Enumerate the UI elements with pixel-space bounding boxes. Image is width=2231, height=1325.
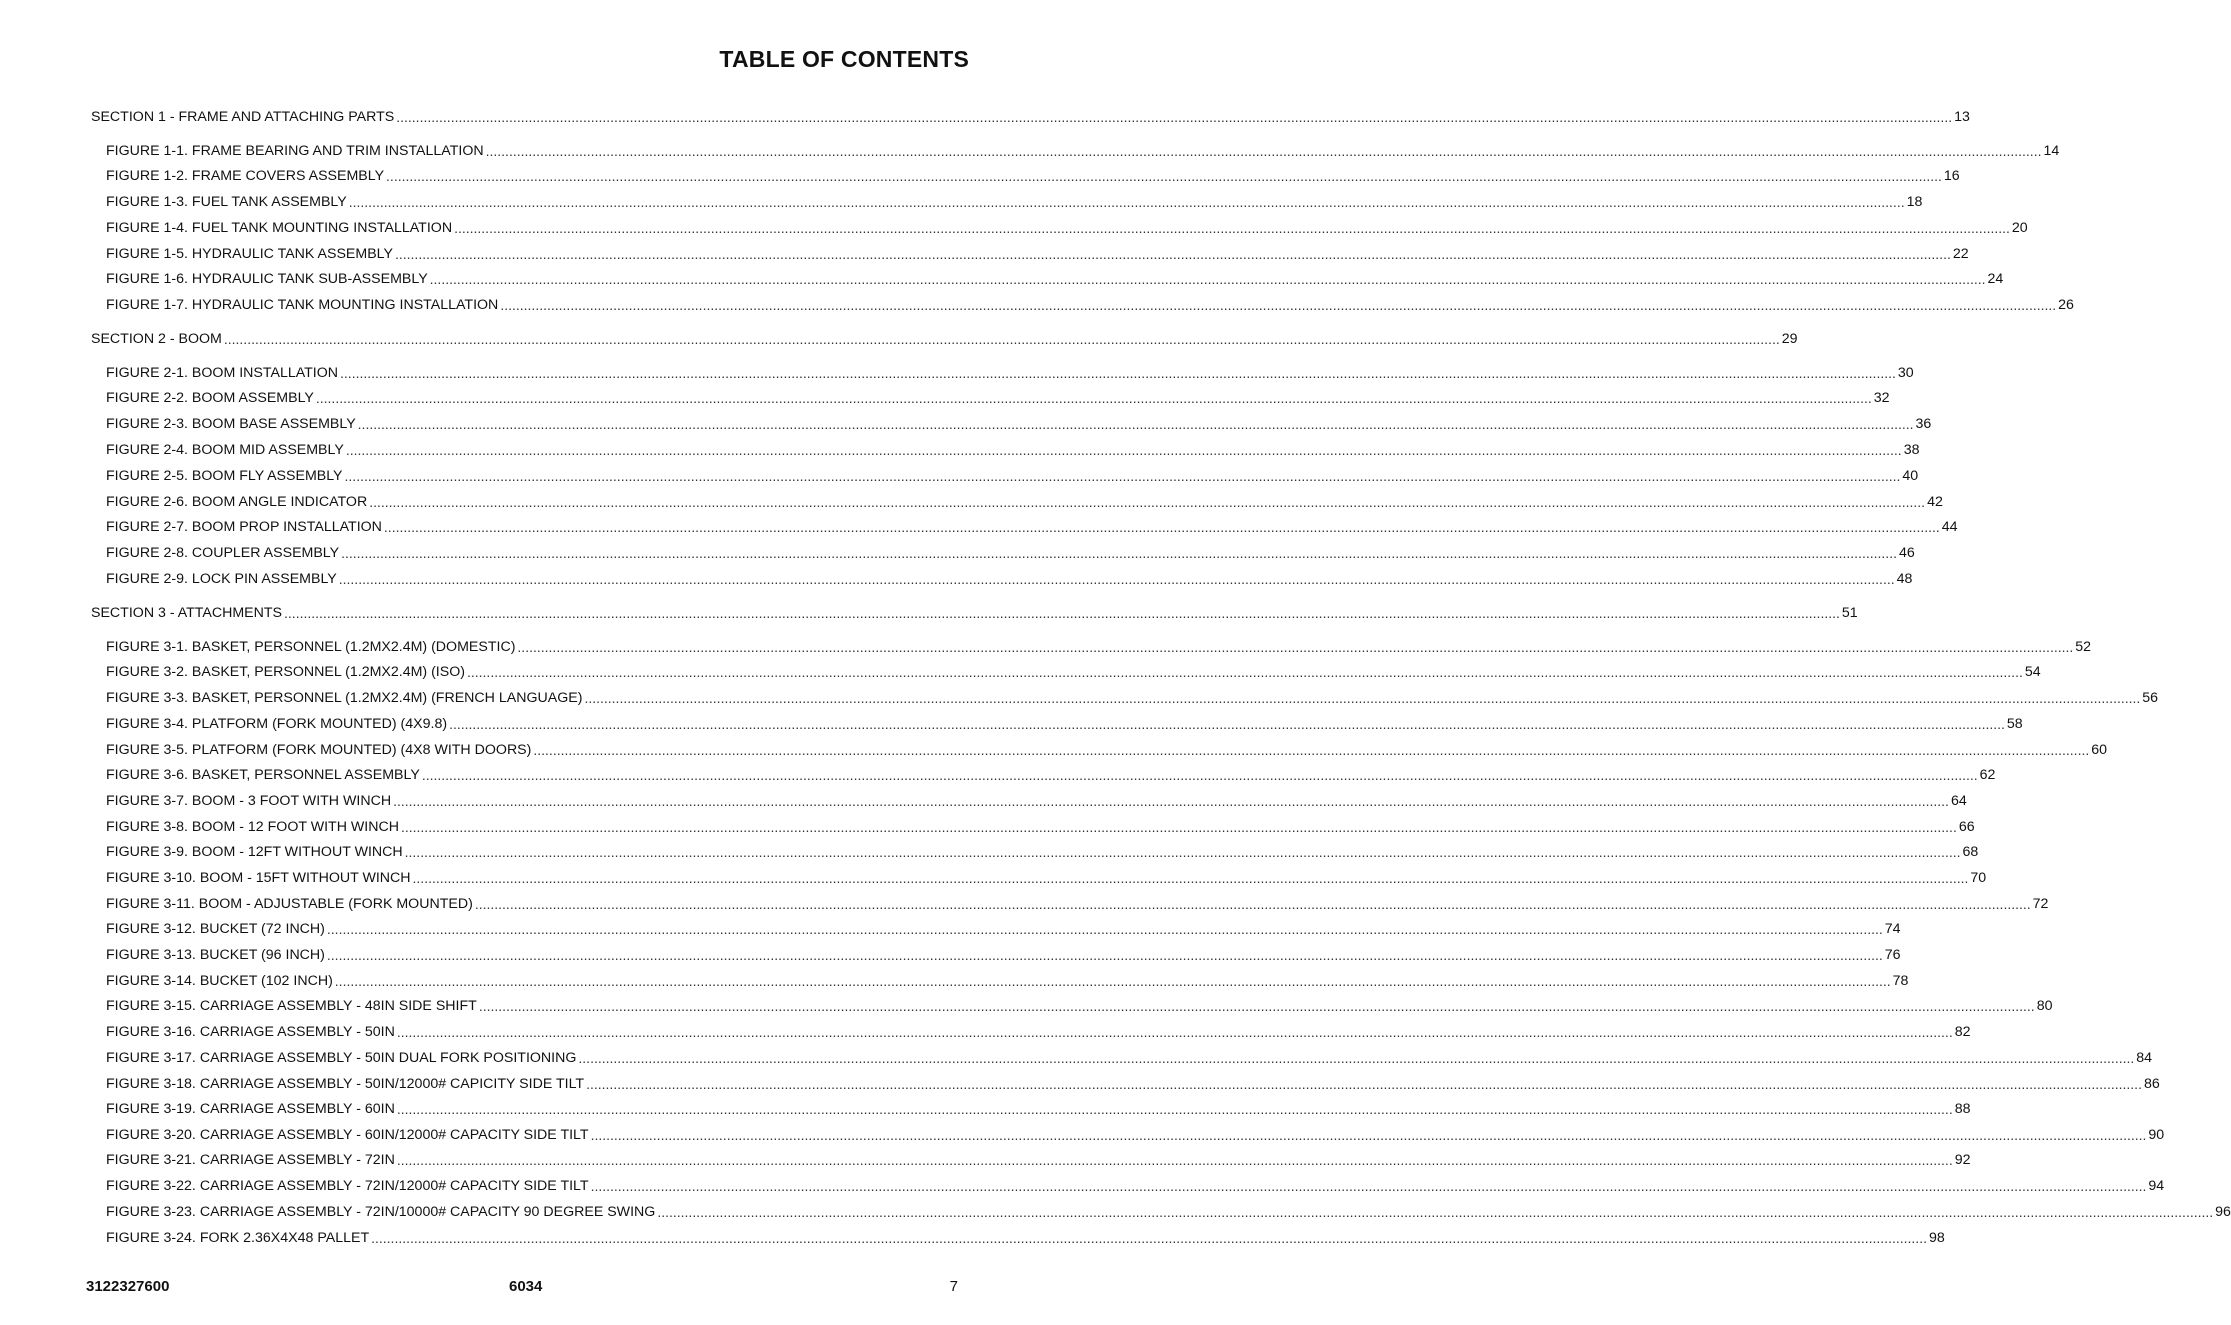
toc-entry-page: 26 <box>2058 297 2074 313</box>
toc-entry-page: 46 <box>1898 545 1915 561</box>
toc-entry-page: 90 <box>2148 1127 2165 1143</box>
toc-dot-leader: ................................................................................................................................................................................................................................................................................................................................................................................................................ <box>474 896 2031 912</box>
toc-entry-page: 22 <box>1952 246 1969 262</box>
toc-entry-page: 80 <box>2036 998 2053 1014</box>
toc-figure-entry[interactable] <box>0 270 2004 288</box>
toc-figure-entry[interactable] <box>0 245 1969 263</box>
toc-entry-label: FIGURE 3-3. BASKET, PERSONNEL (1.2MX2.4M) (FRENCH LANGUAGE) <box>106 690 583 706</box>
toc-entry-label: FIGURE 3-21. CARRIAGE ASSEMBLY - 72IN <box>106 1152 395 1168</box>
toc-figure-entry[interactable] <box>0 544 1915 562</box>
toc-dot-leader: ................................................................................................................................................................................................................................................................................................................................................................................................................ <box>657 1204 2214 1220</box>
toc-dot-leader: ................................................................................................................................................................................................................................................................................................................................................................................................................ <box>357 416 1914 432</box>
toc-entry-page: 78 <box>1892 973 1909 989</box>
toc-entry-label: FIGURE 3-16. CARRIAGE ASSEMBLY - 50IN <box>106 1024 395 1040</box>
toc-entry-page: 32 <box>1873 390 1890 406</box>
toc-entry-label: FIGURE 1-7. HYDRAULIC TANK MOUNTING INSTALLATION <box>106 297 499 313</box>
toc-entry-page: 94 <box>2148 1178 2165 1194</box>
toc-entry-page: 84 <box>2136 1050 2153 1066</box>
toc-entry-label: FIGURE 3-4. PLATFORM (FORK MOUNTED) (4X9.8) <box>106 716 448 732</box>
toc-dot-leader: ................................................................................................................................................................................................................................................................................................................................................................................................................ <box>284 605 1840 621</box>
toc-dot-leader: ................................................................................................................................................................................................................................................................................................................................................................................................................ <box>500 297 2057 313</box>
toc-entry-page: 74 <box>1884 921 1901 937</box>
toc-dot-leader: ................................................................................................................................................................................................................................................................................................................................................................................................................ <box>371 1230 1927 1246</box>
toc-figure-entry[interactable] <box>0 920 1901 938</box>
toc-entry-page: 96 <box>2215 1204 2231 1220</box>
toc-figure-entry[interactable] <box>0 1100 1971 1118</box>
toc-entry-label: SECTION 1 - FRAME AND ATTACHING PARTS <box>91 109 395 125</box>
toc-figure-entry[interactable] <box>0 1075 2160 1093</box>
toc-entry-label: FIGURE 2-2. BOOM ASSEMBLY <box>106 390 314 406</box>
toc-entry-label: FIGURE 3-22. CARRIAGE ASSEMBLY - 72IN/12000# CAPACITY SIDE TILT <box>106 1178 589 1194</box>
toc-entry-label: FIGURE 3-6. BASKET, PERSONNEL ASSEMBLY <box>106 767 420 783</box>
toc-figure-entry[interactable] <box>0 467 1919 485</box>
toc-entry-page: 36 <box>1915 416 1932 432</box>
toc-entry-page: 88 <box>1954 1101 1971 1117</box>
toc-entry-label: FIGURE 3-19. CARRIAGE ASSEMBLY - 60IN <box>106 1101 395 1117</box>
toc-entry-label: FIGURE 1-5. HYDRAULIC TANK ASSEMBLY <box>106 246 393 262</box>
toc-entry-page: 13 <box>1954 109 1970 125</box>
toc-dot-leader: ................................................................................................................................................................................................................................................................................................................................................................................................................ <box>429 271 1986 287</box>
toc-entry-label: FIGURE 3-17. CARRIAGE ASSEMBLY - 50IN DUAL FORK POSITIONING <box>106 1050 577 1066</box>
page-title: TABLE OF CONTENTS <box>719 46 969 72</box>
toc-entry-page: 62 <box>1979 767 1996 783</box>
footer-model: 6034 <box>509 1278 543 1295</box>
toc-figure-entry[interactable] <box>0 441 1920 459</box>
toc-entry-label: FIGURE 3-7. BOOM - 3 FOOT WITH WINCH <box>106 793 392 809</box>
toc-figure-entry[interactable] <box>0 766 1996 784</box>
toc-entry-label: FIGURE 3-15. CARRIAGE ASSEMBLY - 48IN SIDE SHIFT <box>106 998 477 1014</box>
toc-entry-page: 48 <box>1896 571 1913 587</box>
toc-entry-page: 24 <box>1987 271 2004 287</box>
toc-figure-entry[interactable] <box>0 843 1979 861</box>
toc-entry-label: FIGURE 2-4. BOOM MID ASSEMBLY <box>106 442 344 458</box>
toc-dot-leader: ................................................................................................................................................................................................................................................................................................................................................................................................................ <box>485 143 2042 159</box>
toc-figure-entry[interactable] <box>0 193 1923 211</box>
toc-figure-entry[interactable] <box>0 389 1890 407</box>
toc-dot-leader: ................................................................................................................................................................................................................................................................................................................................................................................................................ <box>340 365 1896 381</box>
toc-dot-leader: ................................................................................................................................................................................................................................................................................................................................................................................................................ <box>341 545 1897 561</box>
toc-dot-leader: ................................................................................................................................................................................................................................................................................................................................................................................................................ <box>334 973 1891 989</box>
toc-entry-page: 51 <box>1841 605 1858 621</box>
toc-figure-entry[interactable] <box>0 1049 2153 1067</box>
toc-dot-leader: ................................................................................................................................................................................................................................................................................................................................................................................................................ <box>393 793 1949 809</box>
toc-dot-leader: ................................................................................................................................................................................................................................................................................................................................................................................................................ <box>394 246 1951 262</box>
toc-figure-entry[interactable] <box>0 689 2159 707</box>
toc-figure-entry[interactable] <box>0 518 1958 536</box>
toc-figure-entry[interactable] <box>0 1229 1945 1247</box>
toc-entry-label: FIGURE 3-13. BUCKET (96 INCH) <box>106 947 325 963</box>
toc-figure-entry[interactable] <box>0 972 1909 990</box>
toc-dot-leader: ................................................................................................................................................................................................................................................................................................................................................................................................................ <box>590 1127 2147 1143</box>
toc-figure-entry[interactable] <box>0 296 2074 314</box>
toc-entry-page: 66 <box>1958 819 1975 835</box>
toc-entry-page: 42 <box>1927 494 1943 510</box>
toc-dot-leader: ................................................................................................................................................................................................................................................................................................................................................................................................................ <box>466 664 2023 680</box>
toc-entry-page: 72 <box>2032 896 2049 912</box>
toc-entry-label: FIGURE 2-8. COUPLER ASSEMBLY <box>106 545 340 561</box>
toc-dot-leader: ................................................................................................................................................................................................................................................................................................................................................................................................................ <box>517 639 2074 655</box>
toc-figure-entry[interactable] <box>0 1151 1971 1169</box>
toc-dot-leader: ................................................................................................................................................................................................................................................................................................................................................................................................................ <box>396 1152 1953 1168</box>
toc-figure-entry[interactable] <box>0 1126 2165 1144</box>
toc-entry-label: FIGURE 3-2. BASKET, PERSONNEL (1.2MX2.4M) (ISO) <box>106 664 465 680</box>
toc-figure-entry[interactable] <box>0 142 2060 160</box>
toc-entry-label: FIGURE 3-9. BOOM - 12FT WITHOUT WINCH <box>106 844 403 860</box>
toc-dot-leader: ................................................................................................................................................................................................................................................................................................................................................................................................................ <box>454 220 2010 236</box>
toc-dot-leader: ................................................................................................................................................................................................................................................................................................................................................................................................................ <box>315 390 1872 406</box>
toc-entry-label: FIGURE 2-9. LOCK PIN ASSEMBLY <box>106 571 337 587</box>
toc-entry-label: SECTION 2 - BOOM <box>91 331 222 347</box>
toc-figure-entry[interactable] <box>0 663 2041 681</box>
toc-entry-page: 14 <box>2043 143 2060 159</box>
toc-dot-leader: ................................................................................................................................................................................................................................................................................................................................................................................................................ <box>478 998 2035 1014</box>
toc-dot-leader: ................................................................................................................................................................................................................................................................................................................................................................................................................ <box>383 519 1940 535</box>
toc-dot-leader: ................................................................................................................................................................................................................................................................................................................................................................................................................ <box>326 921 1883 937</box>
toc-section-entry[interactable] <box>0 604 1858 622</box>
toc-figure-entry[interactable] <box>0 638 2092 656</box>
toc-dot-leader: ................................................................................................................................................................................................................................................................................................................................................................................................................ <box>345 442 1902 458</box>
toc-dot-leader: ................................................................................................................................................................................................................................................................................................................................................................................................................ <box>326 947 1883 963</box>
toc-dot-leader: ................................................................................................................................................................................................................................................................................................................................................................................................................ <box>223 331 1780 347</box>
toc-dot-leader: ................................................................................................................................................................................................................................................................................................................................................................................................................ <box>386 168 1942 184</box>
toc-figure-entry[interactable] <box>0 415 1932 433</box>
toc-entry-page: 86 <box>2143 1076 2160 1092</box>
toc-entry-page: 40 <box>1902 468 1919 484</box>
toc-figure-entry[interactable] <box>0 946 1901 964</box>
toc-entry-label: FIGURE 3-1. BASKET, PERSONNEL (1.2MX2.4M) (DOMESTIC) <box>106 639 516 655</box>
toc-entry-label: FIGURE 3-10. BOOM - 15FT WITHOUT WINCH <box>106 870 411 886</box>
toc-entry-page: 60 <box>2091 742 2108 758</box>
toc-dot-leader: ................................................................................................................................................................................................................................................................................................................................................................................................................ <box>404 844 1961 860</box>
toc-entry-page: 64 <box>1950 793 1967 809</box>
toc-figure-entry[interactable] <box>0 493 1943 511</box>
toc-figure-entry[interactable] <box>0 818 1975 836</box>
toc-dot-leader: ................................................................................................................................................................................................................................................................................................................................................................................................................ <box>396 1101 1953 1117</box>
toc-entry-page: 98 <box>1928 1230 1945 1246</box>
toc-dot-leader: ................................................................................................................................................................................................................................................................................................................................................................................................................ <box>348 194 1905 210</box>
toc-entry-label: FIGURE 1-6. HYDRAULIC TANK SUB-ASSEMBLY <box>106 271 428 287</box>
toc-dot-leader: ................................................................................................................................................................................................................................................................................................................................................................................................................ <box>421 767 1978 783</box>
toc-section-entry[interactable] <box>0 330 1798 348</box>
toc-dot-leader: ................................................................................................................................................................................................................................................................................................................................................................................................................ <box>584 690 2141 706</box>
toc-dot-leader: ................................................................................................................................................................................................................................................................................................................................................................................................................ <box>369 494 1926 510</box>
toc-entry-page: 16 <box>1943 168 1960 184</box>
toc-figure-entry[interactable] <box>0 997 2053 1015</box>
toc-dot-leader: ................................................................................................................................................................................................................................................................................................................................................................................................................ <box>590 1178 2147 1194</box>
toc-entry-page: 92 <box>1954 1152 1971 1168</box>
toc-entry-page: 38 <box>1903 442 1920 458</box>
toc-entry-label: FIGURE 3-14. BUCKET (102 INCH) <box>106 973 333 989</box>
toc-entry-page: 18 <box>1906 194 1923 210</box>
toc-entry-label: FIGURE 3-11. BOOM - ADJUSTABLE (FORK MOUNTED) <box>106 896 473 912</box>
toc-dot-leader: ................................................................................................................................................................................................................................................................................................................................................................................................................ <box>400 819 1957 835</box>
toc-dot-leader: ................................................................................................................................................................................................................................................................................................................................................................................................................ <box>396 109 1953 125</box>
toc-entry-label: FIGURE 3-23. CARRIAGE ASSEMBLY - 72IN/10000# CAPACITY 90 DEGREE SWING <box>106 1204 656 1220</box>
toc-dot-leader: ................................................................................................................................................................................................................................................................................................................................................................................................................ <box>344 468 1901 484</box>
toc-entry-page: 58 <box>2006 716 2023 732</box>
toc-entry-label: FIGURE 1-4. FUEL TANK MOUNTING INSTALLATION <box>106 220 453 236</box>
toc-entry-label: FIGURE 1-1. FRAME BEARING AND TRIM INSTALLATION <box>106 143 484 159</box>
toc-entry-label: FIGURE 2-3. BOOM BASE ASSEMBLY <box>106 416 356 432</box>
toc-entry-label: FIGURE 3-12. BUCKET (72 INCH) <box>106 921 325 937</box>
toc-entry-page: 52 <box>2075 639 2092 655</box>
toc-figure-entry[interactable] <box>0 1023 1971 1041</box>
toc-figure-entry[interactable] <box>0 167 1960 185</box>
toc-entry-label: FIGURE 1-3. FUEL TANK ASSEMBLY <box>106 194 347 210</box>
toc-dot-leader: ................................................................................................................................................................................................................................................................................................................................................................................................................ <box>586 1076 2142 1092</box>
toc-figure-entry[interactable] <box>0 219 2028 237</box>
toc-entry-page: 82 <box>1954 1024 1971 1040</box>
toc-dot-leader: ................................................................................................................................................................................................................................................................................................................................................................................................................ <box>449 716 2005 732</box>
toc-dot-leader: ................................................................................................................................................................................................................................................................................................................................................................................................................ <box>338 571 1895 587</box>
toc-figure-entry[interactable] <box>0 741 2108 759</box>
toc-entry-page: 30 <box>1897 365 1914 381</box>
toc-figure-entry[interactable] <box>0 1177 2165 1195</box>
toc-entry-label: FIGURE 3-8. BOOM - 12 FOOT WITH WINCH <box>106 819 399 835</box>
toc-entry-page: 29 <box>1781 331 1798 347</box>
toc-figure-entry[interactable] <box>0 792 1967 810</box>
toc-entry-page: 20 <box>2011 220 2028 236</box>
toc-entry-page: 76 <box>1884 947 1901 963</box>
toc-dot-leader: ................................................................................................................................................................................................................................................................................................................................................................................................................ <box>578 1050 2135 1066</box>
toc-entry-page: 68 <box>1962 844 1979 860</box>
toc-entry-label: FIGURE 3-5. PLATFORM (FORK MOUNTED) (4X8 WITH DOORS) <box>106 742 532 758</box>
toc-entry-page: 56 <box>2142 690 2159 706</box>
toc-figure-entry[interactable] <box>0 869 1987 887</box>
toc-entry-label: SECTION 3 - ATTACHMENTS <box>91 605 283 621</box>
toc-entry-label: FIGURE 3-20. CARRIAGE ASSEMBLY - 60IN/12000# CAPACITY SIDE TILT <box>106 1127 589 1143</box>
toc-section-entry[interactable] <box>0 108 1970 126</box>
toc-figure-entry[interactable] <box>0 570 1913 588</box>
footer-page-number: 7 <box>949 1278 958 1295</box>
toc-figure-entry[interactable] <box>0 364 1914 382</box>
toc-figure-entry[interactable] <box>0 1203 2231 1221</box>
toc-entry-label: FIGURE 2-5. BOOM FLY ASSEMBLY <box>106 468 343 484</box>
toc-figure-entry[interactable] <box>0 895 2049 913</box>
toc-dot-leader: ................................................................................................................................................................................................................................................................................................................................................................................................................ <box>412 870 1969 886</box>
footer-part-number: 3122327600 <box>86 1278 170 1295</box>
toc-dot-leader: ................................................................................................................................................................................................................................................................................................................................................................................................................ <box>396 1024 1953 1040</box>
toc-entry-page: 44 <box>1941 519 1958 535</box>
toc-dot-leader: ................................................................................................................................................................................................................................................................................................................................................................................................................ <box>533 742 2090 758</box>
toc-entry-page: 70 <box>1970 870 1987 886</box>
toc-entry-label: FIGURE 3-18. CARRIAGE ASSEMBLY - 50IN/12000# CAPICITY SIDE TILT <box>106 1076 585 1092</box>
toc-entry-label: FIGURE 2-7. BOOM PROP INSTALLATION <box>106 519 382 535</box>
toc-entry-label: FIGURE 2-1. BOOM INSTALLATION <box>106 365 339 381</box>
toc-entry-label: FIGURE 2-6. BOOM ANGLE INDICATOR <box>106 494 368 510</box>
toc-entry-label: FIGURE 1-2. FRAME COVERS ASSEMBLY <box>106 168 385 184</box>
toc-figure-entry[interactable] <box>0 715 2023 733</box>
toc-entry-label: FIGURE 3-24. FORK 2.36X4X48 PALLET <box>106 1230 370 1246</box>
toc-entry-page: 54 <box>2024 664 2041 680</box>
